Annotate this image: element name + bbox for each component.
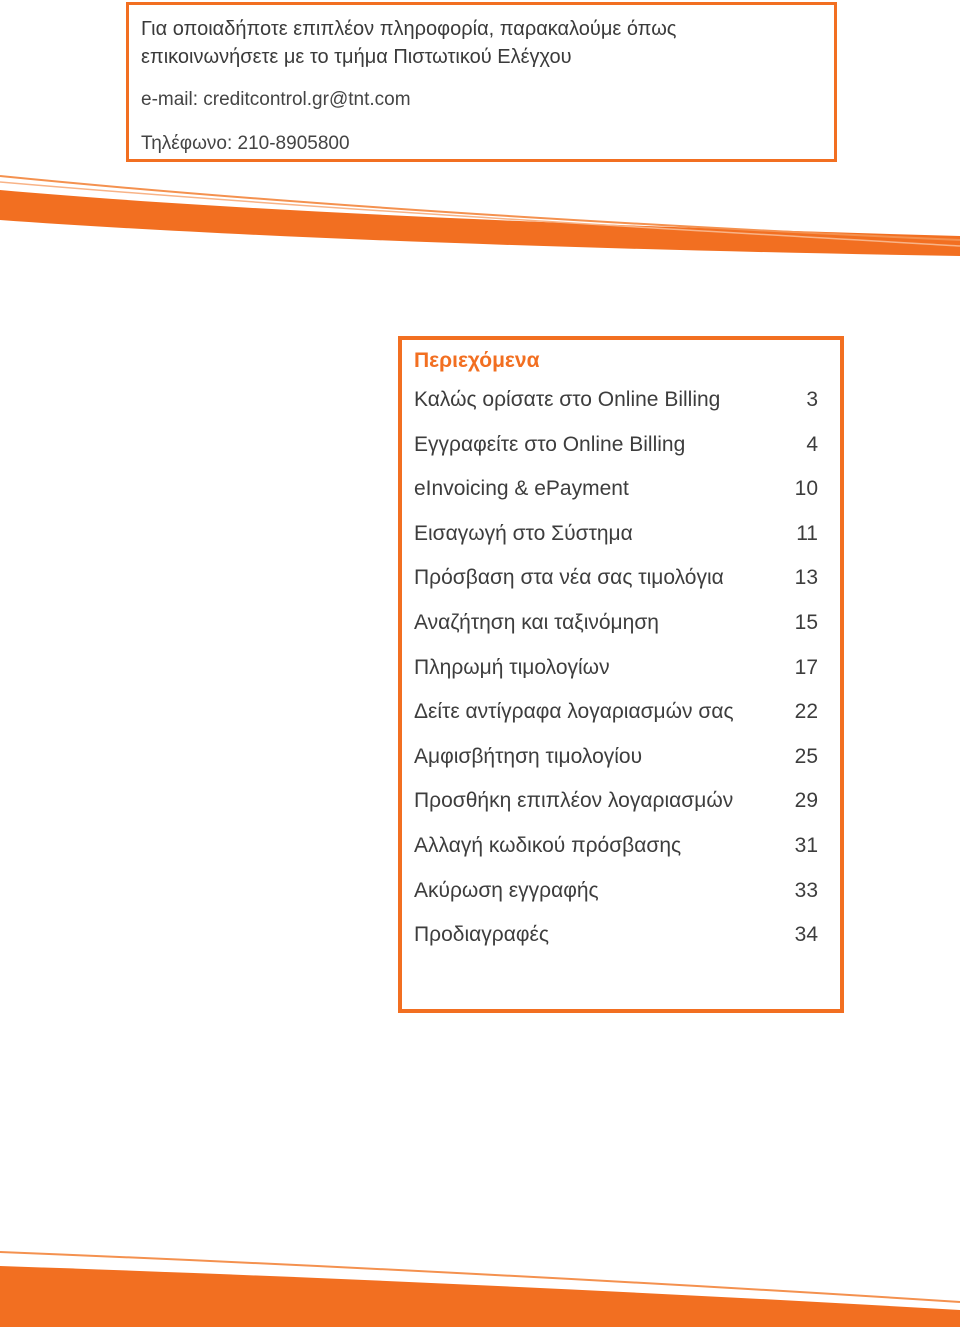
bottom-swoosh-band [0,1266,960,1327]
toc-item[interactable] [414,388,818,433]
toc-item-page: 29 [794,789,818,813]
toc-item[interactable] [414,789,818,834]
bottom-swoosh-thin-line [0,1252,960,1302]
top-swoosh-thin-line-2 [0,182,960,246]
toc-item-page: 25 [794,744,818,768]
toc-item-page: 33 [794,878,818,902]
toc-item-page: 3 [806,388,818,411]
toc-item-page: 15 [794,610,818,634]
toc-item-label: Πληρωμή τιμολογίων [414,655,610,679]
toc-item-label: Πρόσβαση στα νέα σας τιμολόγια [414,566,724,590]
toc-item-label: Δείτε αντίγραφα λογαριασμών σας [414,700,734,724]
contact-text-line-2: επικοινωνήσετε με το τμήμα Πιστωτικού Ελέγχου [141,46,572,68]
toc-item-page: 11 [796,521,818,545]
top-swoosh-band [0,190,960,256]
toc-item[interactable] [414,745,818,790]
contact-text-line-1: Για οποιαδήποτε επιπλέον πληροφορία, παρακαλούμε όπως [141,18,677,40]
toc-item-label: Ακύρωση εγγραφής [414,878,599,902]
toc-item-label: Εγγραφείτε στο Online Billing [414,432,686,456]
contact-phone: Τηλέφωνο: 210-8905800 [141,133,350,154]
toc-item[interactable] [414,477,818,522]
toc-item-label: Προδιαγραφές [414,923,549,947]
toc-item[interactable] [414,433,818,478]
toc-item[interactable] [414,656,818,701]
toc-item-label: eInvoicing & ePayment [414,477,629,501]
toc-item[interactable] [414,879,818,924]
toc-item[interactable] [414,834,818,879]
toc-item-label: Αλλαγή κωδικού πρόσβασης [414,833,682,857]
contact-info-box [126,2,837,162]
toc-item-label: Καλώς ορίσατε στο Online Billing [414,388,721,411]
toc-item[interactable] [414,700,818,745]
toc-item-page: 34 [794,923,818,947]
toc-item[interactable] [414,611,818,656]
toc-item-page: 10 [794,477,818,501]
toc-item-page: 4 [806,432,818,456]
toc-title: Περιεχόμενα [414,349,540,372]
toc-item-label: Προσθήκη επιπλέον λογαριασμών [414,789,734,813]
top-swoosh-thin-line [0,176,960,240]
table-of-contents-box [398,336,844,1013]
toc-item-label: Αμφισβήτηση τιμολογίου [414,744,643,768]
toc-item[interactable] [414,923,818,968]
contact-email: e-mail: creditcontrol.gr@tnt.com [141,89,411,110]
toc-item-page: 17 [794,655,818,679]
toc-item-page: 13 [794,566,818,590]
toc-item-label: Αναζήτηση και ταξινόμηση [414,610,659,634]
toc-item[interactable] [414,566,818,611]
toc-list [414,388,818,968]
toc-item-page: 31 [794,833,818,857]
toc-item[interactable] [414,522,818,567]
toc-item-page: 22 [794,700,818,724]
toc-item-label: Εισαγωγή στο Σύστημα [414,521,633,545]
